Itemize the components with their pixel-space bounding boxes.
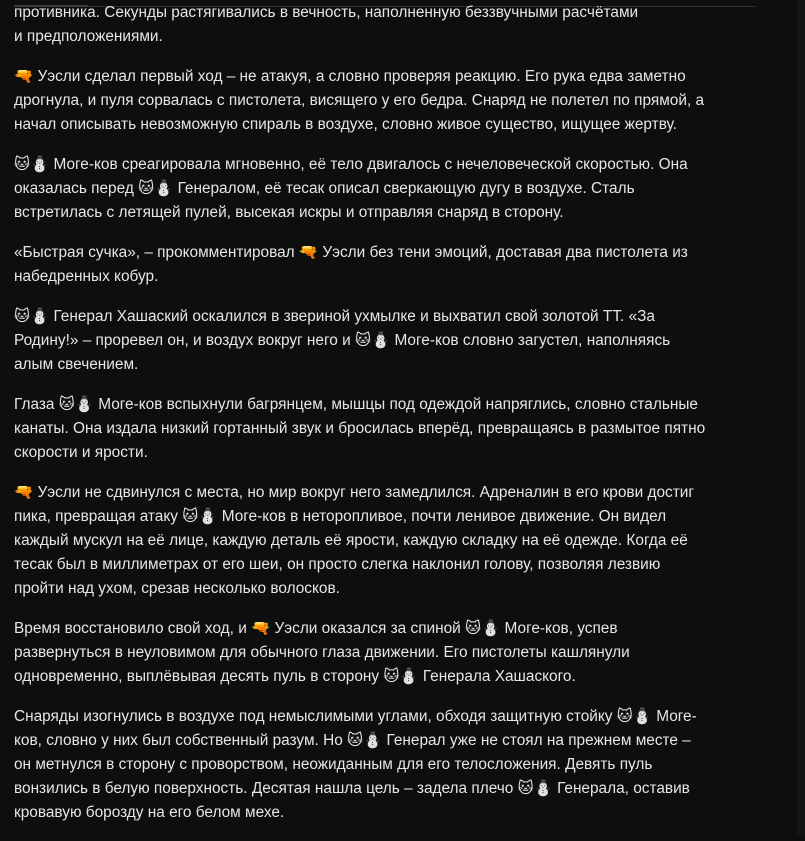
paragraph-6: Глаза 🐱⛄ Моге-ков вспыхнули багрянцем, мышцы под одеждой напряглись, словно стальные канаты. Она издала низкий гортанный звук и бросилась вперёд, превращаясь в размытое пятно скорости и ярости.: [14, 396, 706, 461]
paragraph-3: 🐱⛄ Моге-ков среагировала мгновенно, её тело двигалось с нечеловеческой скоростью. Она оказалась перед 🐱⛄ Генералом, её тесак описал сверкающую дугу в воздухе. Сталь встретилась с летящей пулей, высекая искры и отправляя снаряд в сторону.: [14, 156, 688, 221]
paragraph-8: Время восстановило свой ход, и 🔫 Уэсли оказался за спиной 🐱⛄ Моге-ков, успев развернуться в неуловимом для обычного глаза движении. Его пистолеты кашлянули одновременно, выплёвывая десять пуль в сторону 🐱⛄ Генерала Хашаского.: [14, 620, 630, 685]
paragraph-7: 🔫 Уэсли не сдвинулся с места, но мир вокруг него замедлился. Адреналин в его крови достиг пика, превращая атаку 🐱⛄ Моге-ков в неторопливое, почти ленивое движение. Он видел каждый мускул на её лице, каждую деталь её ярости, каждую складку на её одежде. Когда её тесак был в миллиметрах от его шеи, он просто слегка наклонил голову, позволяя лезвию пройти над ухом, срезав несколько волосков.: [14, 484, 694, 597]
paragraph-9: Снаряды изогнулись в воздухе под немыслимыми углами, обходя защитную стойку 🐱⛄ Моге- ков, словно у них был собственный разум. Но 🐱⛄ Генерал уже не стоял на прежнем месте – он метнулся в сторону с проворством, неожиданным для его телосложения. Девять пуль вонзились в белую поверхность. Десятая нашла цель – задела плечо 🐱⛄ Генерала, оставив кровавую борозду на его белом мехе.: [14, 708, 697, 821]
paragraph-1: противника. Секунды растягивались в вечность, наполненную беззвучными расчётами и предположениями.: [14, 4, 639, 45]
paragraph-2: 🔫 Уэсли сделал первый ход – не атакуя, а словно проверяя реакцию. Его рука едва заметно дрогнула, и пуля сорвалась с пистолета, висящего у его бедра. Снаряд не полетел по прямой, а начал описывать невозможную спираль в воздухе, словно живое существо, ищущее жертву.: [14, 68, 705, 133]
paragraph-4: «Быстрая сучка», – прокомментировал 🔫 Уэсли без тени эмоций, доставая два пистолета из набедренных кобур.: [14, 244, 688, 285]
story-text: [14, 0, 774, 841]
scrollbar[interactable]: [797, 0, 805, 837]
paragraph-5: 🐱⛄ Генерал Хашаский оскалился в звериной ухмылке и выхватил свой золотой ТТ. «За Родину!» – проревел он, и воздух вокруг него и 🐱⛄ Моге-ков словно загустел, наполняясь алым свечением.: [14, 308, 671, 373]
